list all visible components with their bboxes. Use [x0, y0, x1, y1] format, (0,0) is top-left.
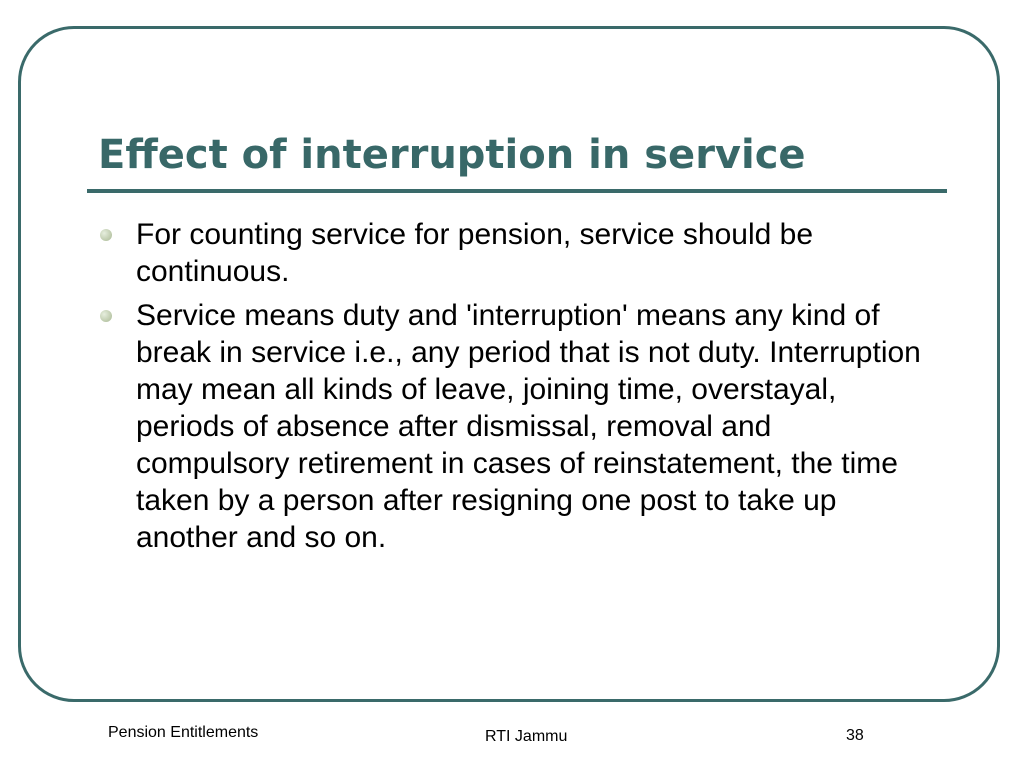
footer-page-number: 38 — [846, 727, 864, 744]
bullet-dot-icon — [100, 229, 112, 241]
bullet-list — [96, 216, 926, 563]
bullet-text: For counting service for pension, service should be continuous. — [136, 218, 814, 288]
bullet-item — [96, 297, 926, 556]
bullet-dot-icon — [100, 310, 112, 322]
bullet-item — [96, 216, 926, 290]
footer-organization: RTI Jammu — [485, 728, 568, 745]
footer-presentation-title: Pension Entitlements — [108, 724, 259, 741]
title-underline — [87, 189, 947, 193]
slide-title: Effect of interruption in service — [98, 132, 806, 178]
bullet-text: Service means duty and 'interruption' means any kind of break in service i.e., any period that is not duty. Interruption may mean all kinds of leave, joining time, overstayal, periods of absence after dismissal, removal and compulsory retirement in cases of reinstatement, the time taken by a person after resigning one post to take up another and so on. — [136, 299, 921, 554]
